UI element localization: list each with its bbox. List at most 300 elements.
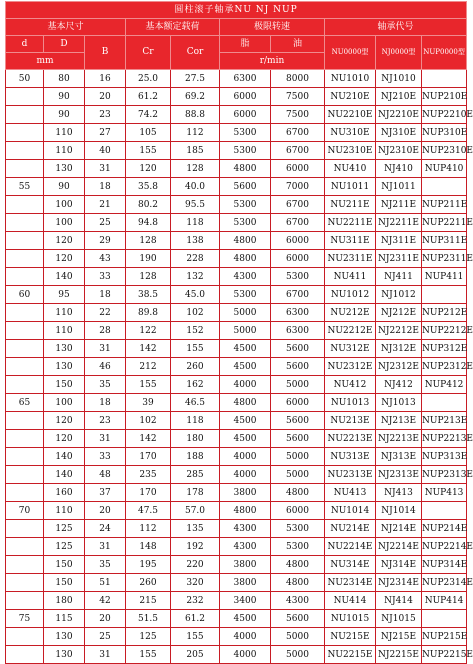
table-row [6, 430, 467, 448]
cell-nup-code: NUP2314E [422, 574, 467, 592]
cell-d [6, 340, 44, 358]
cell-b: 16 [85, 70, 126, 88]
cell-outer-d: 120 [44, 250, 85, 268]
cell-nup-code: NUP2210E [422, 106, 467, 124]
cell-outer-d: 180 [44, 592, 85, 610]
cell-nj-code: NJ1014 [376, 502, 422, 520]
cell-grease-speed: 4300 [220, 520, 271, 538]
cell-nj-code: NJ1015 [376, 610, 422, 628]
cell-nj-code: NJ2310E [376, 142, 422, 160]
cell-cr: 47.5 [126, 502, 171, 520]
cell-nu-code: NU313E [325, 448, 376, 466]
cell-outer-d: 150 [44, 574, 85, 592]
cell-nj-code: NJ2214E [376, 538, 422, 556]
cell-cor: 88.8 [171, 106, 220, 124]
cell-outer-d: 90 [44, 106, 85, 124]
cell-oil-speed: 7500 [271, 106, 325, 124]
cell-nup-code [422, 70, 467, 88]
table-row [6, 106, 467, 124]
cell-grease-speed: 5000 [220, 304, 271, 322]
cell-oil-speed: 5000 [271, 376, 325, 394]
cell-nj-code: NJ314E [376, 556, 422, 574]
cell-cr: 105 [126, 124, 171, 142]
header-d: d [6, 36, 44, 53]
cell-outer-d: 130 [44, 160, 85, 178]
cell-cor: 232 [171, 592, 220, 610]
cell-nup-code: NUP2313E [422, 466, 467, 484]
cell-oil-speed: 5600 [271, 340, 325, 358]
cell-nup-code: NUP414 [422, 592, 467, 610]
cell-cr: 155 [126, 376, 171, 394]
cell-cor: 178 [171, 484, 220, 502]
cell-b: 51 [85, 574, 126, 592]
table-row [6, 556, 467, 574]
cell-nj-code: NJ215E [376, 628, 422, 646]
cell-nup-code: NUP2312E [422, 358, 467, 376]
table-row [6, 304, 467, 322]
cell-b: 33 [85, 268, 126, 286]
cell-nu-code: NU2311E [325, 250, 376, 268]
cell-cor: 220 [171, 556, 220, 574]
cell-nj-code: NJ2313E [376, 466, 422, 484]
cell-b: 23 [85, 412, 126, 430]
cell-outer-d: 130 [44, 628, 85, 646]
cell-oil-speed: 6000 [271, 502, 325, 520]
cell-cor: 102 [171, 304, 220, 322]
cell-nup-code [422, 286, 467, 304]
header-outer-d: D [44, 36, 85, 53]
cell-grease-speed: 5300 [220, 214, 271, 232]
cell-outer-d: 100 [44, 394, 85, 412]
cell-cr: 80.2 [126, 196, 171, 214]
cell-nj-code: NJ410 [376, 160, 422, 178]
cell-cr: 155 [126, 142, 171, 160]
cell-outer-d: 160 [44, 484, 85, 502]
table-row [6, 358, 467, 376]
cell-cr: 235 [126, 466, 171, 484]
cell-d [6, 232, 44, 250]
cell-b: 35 [85, 556, 126, 574]
cell-nu-code: NU1013 [325, 394, 376, 412]
cell-nj-code: NJ2213E [376, 430, 422, 448]
cell-cr: 74.2 [126, 106, 171, 124]
cell-nj-code: NJ212E [376, 304, 422, 322]
cell-cor: 162 [171, 376, 220, 394]
cell-grease-speed: 4000 [220, 448, 271, 466]
cell-b: 22 [85, 304, 126, 322]
header-unit-rpm: r/min [220, 53, 325, 70]
cell-d: 50 [6, 70, 44, 88]
cell-cor: 228 [171, 250, 220, 268]
cell-outer-d: 130 [44, 646, 85, 664]
cell-grease-speed: 4500 [220, 430, 271, 448]
cell-oil-speed: 7500 [271, 88, 325, 106]
cell-nj-code: NJ414 [376, 592, 422, 610]
cell-nj-code: NJ411 [376, 268, 422, 286]
cell-nup-code: NUP413 [422, 484, 467, 502]
header-b: B [85, 36, 126, 70]
cell-outer-d: 90 [44, 88, 85, 106]
cell-oil-speed: 5600 [271, 358, 325, 376]
cell-d [6, 646, 44, 664]
cell-nj-code: NJ211E [376, 196, 422, 214]
cell-grease-speed: 4300 [220, 268, 271, 286]
cell-nu-code: NU214E [325, 520, 376, 538]
cell-nup-code: NUP2212E [422, 322, 467, 340]
table-row [6, 178, 467, 196]
cell-d [6, 88, 44, 106]
cell-nu-code: NU1014 [325, 502, 376, 520]
cell-d [6, 214, 44, 232]
cell-d: 60 [6, 286, 44, 304]
cell-cor: 135 [171, 520, 220, 538]
cell-nup-code: NUP213E [422, 412, 467, 430]
header-unit-mm: mm [6, 53, 85, 70]
cell-outer-d: 110 [44, 322, 85, 340]
cell-oil-speed: 4300 [271, 592, 325, 610]
cell-grease-speed: 4800 [220, 394, 271, 412]
cell-nj-code: NJ214E [376, 520, 422, 538]
cell-cor: 152 [171, 322, 220, 340]
cell-oil-speed: 6700 [271, 286, 325, 304]
header-nup-type: NUP0000型 [422, 36, 467, 70]
cell-outer-d: 120 [44, 412, 85, 430]
header-nu-type: NU0000型 [325, 36, 376, 70]
cell-grease-speed: 3800 [220, 556, 271, 574]
cell-b: 25 [85, 628, 126, 646]
cell-nup-code [422, 502, 467, 520]
table-row [6, 124, 467, 142]
cell-nu-code: NU211E [325, 196, 376, 214]
cell-nu-code: NU312E [325, 340, 376, 358]
cell-outer-d: 140 [44, 448, 85, 466]
cell-outer-d: 130 [44, 358, 85, 376]
cell-nj-code: NJ2210E [376, 106, 422, 124]
cell-nup-code: NUP212E [422, 304, 467, 322]
cell-nu-code: NU1010 [325, 70, 376, 88]
cell-nu-code: NU210E [325, 88, 376, 106]
header-speed-limit: 极限转速 [220, 19, 325, 36]
cell-cor: 57.0 [171, 502, 220, 520]
header-bearing-code: 轴承代号 [325, 19, 467, 36]
cell-grease-speed: 3800 [220, 574, 271, 592]
cell-grease-speed: 6000 [220, 88, 271, 106]
cell-b: 40 [85, 142, 126, 160]
cell-cor: 27.5 [171, 70, 220, 88]
cell-outer-d: 100 [44, 196, 85, 214]
cell-grease-speed: 4000 [220, 646, 271, 664]
cell-cr: 195 [126, 556, 171, 574]
cell-cr: 51.5 [126, 610, 171, 628]
cell-oil-speed: 5600 [271, 610, 325, 628]
cell-b: 21 [85, 196, 126, 214]
cell-cr: 260 [126, 574, 171, 592]
cell-cr: 35.8 [126, 178, 171, 196]
cell-b: 18 [85, 286, 126, 304]
cell-nup-code [422, 610, 467, 628]
cell-outer-d: 140 [44, 268, 85, 286]
cell-nj-code: NJ2311E [376, 250, 422, 268]
cell-oil-speed: 6000 [271, 232, 325, 250]
cell-nj-code: NJ210E [376, 88, 422, 106]
cell-cor: 192 [171, 538, 220, 556]
cell-nup-code: NUP314E [422, 556, 467, 574]
cell-nu-code: NU2312E [325, 358, 376, 376]
cell-nup-code: NUP2310E [422, 142, 467, 160]
cell-nj-code: NJ213E [376, 412, 422, 430]
cell-cr: 61.2 [126, 88, 171, 106]
cell-cr: 120 [126, 160, 171, 178]
cell-b: 35 [85, 376, 126, 394]
cell-nu-code: NU1011 [325, 178, 376, 196]
cell-cor: 95.5 [171, 196, 220, 214]
cell-cr: 142 [126, 340, 171, 358]
cell-cr: 212 [126, 358, 171, 376]
table-row [6, 232, 467, 250]
cell-nu-code: NU412 [325, 376, 376, 394]
cell-grease-speed: 6300 [220, 70, 271, 88]
cell-cor: 260 [171, 358, 220, 376]
cell-nup-code: NUP310E [422, 124, 467, 142]
cell-grease-speed: 4800 [220, 160, 271, 178]
cell-oil-speed: 5000 [271, 646, 325, 664]
cell-grease-speed: 4500 [220, 340, 271, 358]
cell-nup-code: NUP2211E [422, 214, 467, 232]
cell-d [6, 268, 44, 286]
cell-nu-code: NU213E [325, 412, 376, 430]
cell-grease-speed: 5300 [220, 124, 271, 142]
cell-nj-code: NJ312E [376, 340, 422, 358]
cell-outer-d: 120 [44, 430, 85, 448]
header-grease: 脂 [220, 36, 271, 53]
cell-oil-speed: 6700 [271, 142, 325, 160]
cell-cr: 170 [126, 448, 171, 466]
cell-grease-speed: 4800 [220, 232, 271, 250]
cell-outer-d: 110 [44, 124, 85, 142]
cell-nu-code: NU311E [325, 232, 376, 250]
cell-oil-speed: 4800 [271, 574, 325, 592]
cell-d [6, 592, 44, 610]
cell-nu-code: NU414 [325, 592, 376, 610]
cell-oil-speed: 5300 [271, 520, 325, 538]
table-row [6, 160, 467, 178]
cell-d [6, 448, 44, 466]
table-row [6, 214, 467, 232]
cell-d [6, 142, 44, 160]
cell-grease-speed: 5300 [220, 142, 271, 160]
cell-nu-code: NU2212E [325, 322, 376, 340]
cell-oil-speed: 6700 [271, 214, 325, 232]
table-row [6, 592, 467, 610]
table-row [6, 70, 467, 88]
cell-cor: 155 [171, 340, 220, 358]
cell-outer-d: 110 [44, 502, 85, 520]
cell-d [6, 304, 44, 322]
cell-nj-code: NJ2211E [376, 214, 422, 232]
cell-cr: 94.8 [126, 214, 171, 232]
cell-nj-code: NJ1010 [376, 70, 422, 88]
cell-nj-code: NJ1013 [376, 394, 422, 412]
cell-cor: 205 [171, 646, 220, 664]
cell-outer-d: 150 [44, 376, 85, 394]
cell-nj-code: NJ2312E [376, 358, 422, 376]
table-row [6, 250, 467, 268]
cell-outer-d: 115 [44, 610, 85, 628]
cell-d [6, 358, 44, 376]
table-row [6, 340, 467, 358]
table-row [6, 412, 467, 430]
cell-cor: 61.2 [171, 610, 220, 628]
cell-cr: 89.8 [126, 304, 171, 322]
cell-d: 55 [6, 178, 44, 196]
cell-d [6, 124, 44, 142]
cell-b: 46 [85, 358, 126, 376]
cell-nup-code: NUP2213E [422, 430, 467, 448]
cell-outer-d: 110 [44, 142, 85, 160]
cell-oil-speed: 6300 [271, 322, 325, 340]
cell-b: 31 [85, 160, 126, 178]
cell-cor: 46.5 [171, 394, 220, 412]
cell-grease-speed: 5300 [220, 286, 271, 304]
cell-nj-code: NJ412 [376, 376, 422, 394]
cell-cr: 148 [126, 538, 171, 556]
cell-nu-code: NU2214E [325, 538, 376, 556]
cell-nu-code: NU1012 [325, 286, 376, 304]
cell-grease-speed: 5000 [220, 322, 271, 340]
cell-cr: 125 [126, 628, 171, 646]
cell-cr: 142 [126, 430, 171, 448]
cell-nu-code: NU2213E [325, 430, 376, 448]
cell-nu-code: NU2211E [325, 214, 376, 232]
cell-oil-speed: 4800 [271, 556, 325, 574]
cell-cor: 118 [171, 412, 220, 430]
header-cor: Cor [171, 36, 220, 70]
cell-b: 31 [85, 538, 126, 556]
cell-oil-speed: 6000 [271, 250, 325, 268]
cell-cor: 155 [171, 628, 220, 646]
cell-nu-code: NU215E [325, 628, 376, 646]
cell-d: 75 [6, 610, 44, 628]
cell-oil-speed: 6300 [271, 304, 325, 322]
cell-cr: 122 [126, 322, 171, 340]
cell-b: 42 [85, 592, 126, 610]
table-row [6, 268, 467, 286]
cell-d [6, 484, 44, 502]
cell-cor: 185 [171, 142, 220, 160]
cell-nu-code: NU1015 [325, 610, 376, 628]
cell-cr: 102 [126, 412, 171, 430]
cell-b: 43 [85, 250, 126, 268]
cell-outer-d: 100 [44, 214, 85, 232]
cell-cr: 190 [126, 250, 171, 268]
table-row [6, 286, 467, 304]
cell-d [6, 574, 44, 592]
cell-outer-d: 90 [44, 178, 85, 196]
cell-nj-code: NJ1012 [376, 286, 422, 304]
cell-cor: 118 [171, 214, 220, 232]
cell-d [6, 430, 44, 448]
table-row [6, 520, 467, 538]
cell-d [6, 160, 44, 178]
cell-b: 18 [85, 394, 126, 412]
cell-cor: 320 [171, 574, 220, 592]
header-load-rating: 基本额定载荷 [126, 19, 220, 36]
cell-nu-code: NU310E [325, 124, 376, 142]
cell-nup-code: NUP312E [422, 340, 467, 358]
cell-nup-code: NUP410 [422, 160, 467, 178]
cell-oil-speed: 6000 [271, 394, 325, 412]
table-body [6, 70, 473, 664]
cell-nj-code: NJ310E [376, 124, 422, 142]
cell-nj-code: NJ2212E [376, 322, 422, 340]
cell-grease-speed: 4000 [220, 628, 271, 646]
header-nj-type: NJ0000型 [376, 36, 422, 70]
cell-nj-code: NJ313E [376, 448, 422, 466]
cell-d [6, 322, 44, 340]
cell-b: 20 [85, 610, 126, 628]
cell-cr: 38.5 [126, 286, 171, 304]
table-row [6, 448, 467, 466]
cell-nu-code: NU2215E [325, 646, 376, 664]
table-row [6, 394, 467, 412]
cell-cor: 188 [171, 448, 220, 466]
cell-d: 65 [6, 394, 44, 412]
cell-d [6, 250, 44, 268]
cell-d [6, 628, 44, 646]
cell-oil-speed: 5300 [271, 538, 325, 556]
cell-cor: 128 [171, 160, 220, 178]
cell-nup-code: NUP210E [422, 88, 467, 106]
cell-b: 33 [85, 448, 126, 466]
cell-b: 24 [85, 520, 126, 538]
cell-cr: 170 [126, 484, 171, 502]
table-row [6, 610, 467, 628]
cell-nup-code: NUP215E [422, 628, 467, 646]
cell-oil-speed: 5000 [271, 628, 325, 646]
cell-d [6, 466, 44, 484]
cell-cor: 138 [171, 232, 220, 250]
cell-nup-code: NUP313E [422, 448, 467, 466]
cell-cor: 112 [171, 124, 220, 142]
cell-cr: 128 [126, 268, 171, 286]
cell-nu-code: NU411 [325, 268, 376, 286]
cell-b: 28 [85, 322, 126, 340]
table-row [6, 376, 467, 394]
cell-outer-d: 125 [44, 538, 85, 556]
cell-nup-code: NUP311E [422, 232, 467, 250]
cell-oil-speed: 6700 [271, 124, 325, 142]
cell-b: 29 [85, 232, 126, 250]
cell-grease-speed: 4800 [220, 502, 271, 520]
table-row [6, 628, 467, 646]
cell-grease-speed: 4000 [220, 376, 271, 394]
cell-oil-speed: 5600 [271, 430, 325, 448]
cell-d [6, 196, 44, 214]
table-row [6, 574, 467, 592]
table-row [6, 196, 467, 214]
cell-outer-d: 95 [44, 286, 85, 304]
cell-b: 25 [85, 214, 126, 232]
cell-nj-code: NJ2314E [376, 574, 422, 592]
cell-nu-code: NU212E [325, 304, 376, 322]
header-oil: 油 [271, 36, 325, 53]
cell-grease-speed: 4500 [220, 610, 271, 628]
cell-oil-speed: 7000 [271, 178, 325, 196]
cell-grease-speed: 4000 [220, 466, 271, 484]
table-row [6, 538, 467, 556]
cell-b: 20 [85, 88, 126, 106]
table-row [6, 466, 467, 484]
